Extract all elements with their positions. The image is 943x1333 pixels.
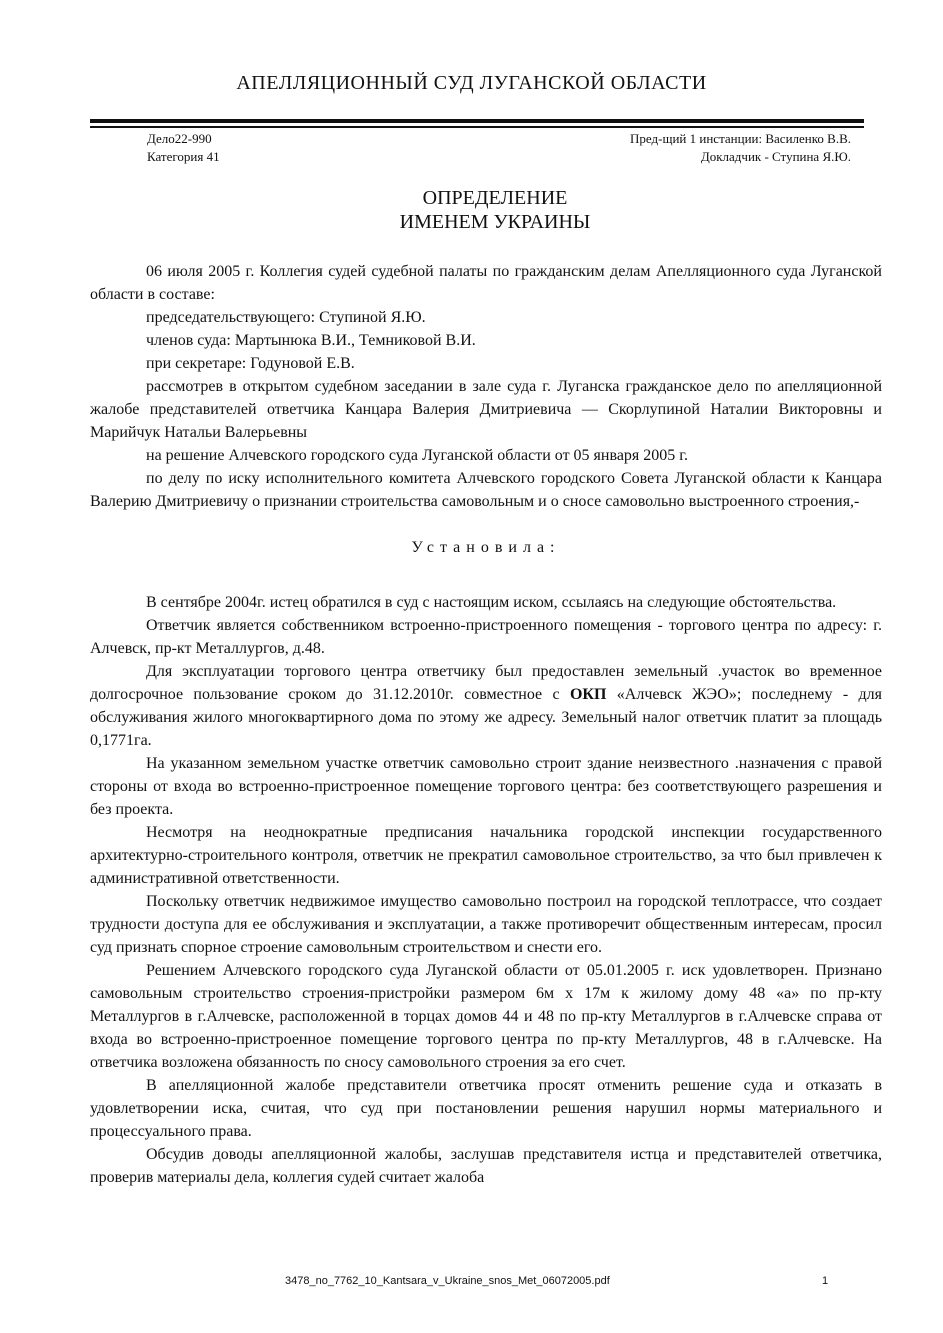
intro-members: членов суда: Мартынюка В.И., Темниковой В.И. [146,332,476,349]
judges-info [630,130,851,166]
paragraph-4: На указанном земельном участке ответчик самовольно строит здание неизвестного .назначения с правой стороны от входа во встроенно-пристроенное помещение торгового центра: без соответствующего разрешения и без проекта. [90,755,882,818]
okp-bold: ОКП [569,686,607,703]
paragraph-6: Поскольку ответчик недвижимое имущество самовольно построил на городской теплотрассе, что создает трудности доступа для ее обслуживания и эксплуатации, а также противоречит общественным интересам, просил суд признать спорное строение самовольным строительством и снести его. [90,893,882,956]
intro-paragraph: 06 июля 2005 г. Коллегия судей судебной палаты по гражданским делам Апелляционного суда Луганской области в составе: [90,263,882,303]
presiding-first-instance: Пред-щий 1 инстанции: Василенко В.В. [630,131,851,146]
title-line-1: ОПРЕДЕЛЕНИЕ [422,187,568,209]
document-body [90,260,882,1189]
header-rule-thin [90,126,864,128]
paragraph-9: Обсудив доводы апелляционной жалобы, заслушав представителя истца и представителей ответчика, проверив материалы дела, коллегия судей считает жалоба [90,1146,882,1186]
paragraph-3 [90,660,882,752]
case-category: Категория 41 [147,149,220,164]
court-name: АПЕЛЛЯЦИОННЫЙ СУД ЛУГАНСКОЙ ОБЛАСТИ [236,72,707,94]
intro-chair: председательствующего: Ступиной Я.Ю. [146,309,426,326]
footer-filename: 3478_no_7762_10_Kantsara_v_Ukraine_snos_Met_06072005.pdf [285,1275,610,1287]
paragraph-3-start: Для эксплуатации торгового центра ответчику был предоставлен земельный .участок во временное долгосрочное пользование сроком до 31.12.2010г. совместное с [90,663,882,703]
paragraph-2: Ответчик является собственником встроенно-пристроенного помещения - торгового центра по адресу: г. Алчевск, пр-кт Металлургов, д.48. [90,617,882,657]
document-title [0,186,943,234]
page-number: 1 [822,1275,829,1287]
established-heading: Установила: [411,539,561,556]
intro-considered: рассмотрев в открытом судебном заседании в зале суда г. Луганска гражданское дело по апелляционной жалобе представителей ответчика Канцара Валерия Дмитриевича — Скорлупиной Наталии Викторовны и Марийчук Натальи Валерьевны [90,378,882,441]
case-info [147,130,220,166]
intro-decision: на решение Алчевского городского суда Луганской области от 05 января 2005 г. [146,447,689,464]
paragraph-7: Решением Алчевского городского суда Луганской области от 05.01.2005 г. иск удовлетворен. Признано самовольным строительство строения-пристройки размером 6м х 17м к жилому дому 48 «а» по пр-кту Металлургов в г.Алчевске, расположенной в торцах домов 44 и 48 по пр-кту Металлургов в г.Алчевске справа от входа во встроенно-пристроенное помещение торгового центра по пр-кту Металлургов, 48 в г.Алчевске. На ответчика возложена обязанность по сносу самовольного строения за его счет. [90,962,882,1071]
paragraph-5: Несмотря на неоднократные предписания начальника городской инспекции государственного архитектурно-строительного контроля, ответчик не прекратил самовольное строительство, за что был привлечен к административной ответственности. [90,824,882,887]
intro-claim: по делу по иску исполнительного комитета Алчевского городского Совета Луганской области к Канцара Валерию Дмитриевичу о признании строительства самовольным и о сносе самовольно выстроенного строения,- [90,470,882,510]
title-line-2: ИМЕНЕМ УКРАИНЫ [399,211,591,233]
paragraph-1: В сентябре 2004г. истец обратился в суд с настоящим иском, ссылаясь на следующие обстоятельства. [146,594,837,611]
case-number: Дело22-990 [147,131,212,146]
intro-secretary: при секретаре: Годуновой Е.В. [146,355,355,372]
paragraph-8: В апелляционной жалобе представители ответчика просят отменить решение суда и отказать в удовлетворении иска, считая, что суд при постановлении решения нарушил нормы материального и процессуального права. [90,1077,882,1140]
paragraph-3-end: «Алчевск ЖЭО»; последнему - для обслуживания жилого многоквартирного дома по этому же адресу. Земельный налог ответчик платит за площадь 0,1771га. [90,686,883,749]
reporting-judge: Докладчик - Ступина Я.Ю. [700,149,851,164]
header-rule-thick [90,119,864,123]
